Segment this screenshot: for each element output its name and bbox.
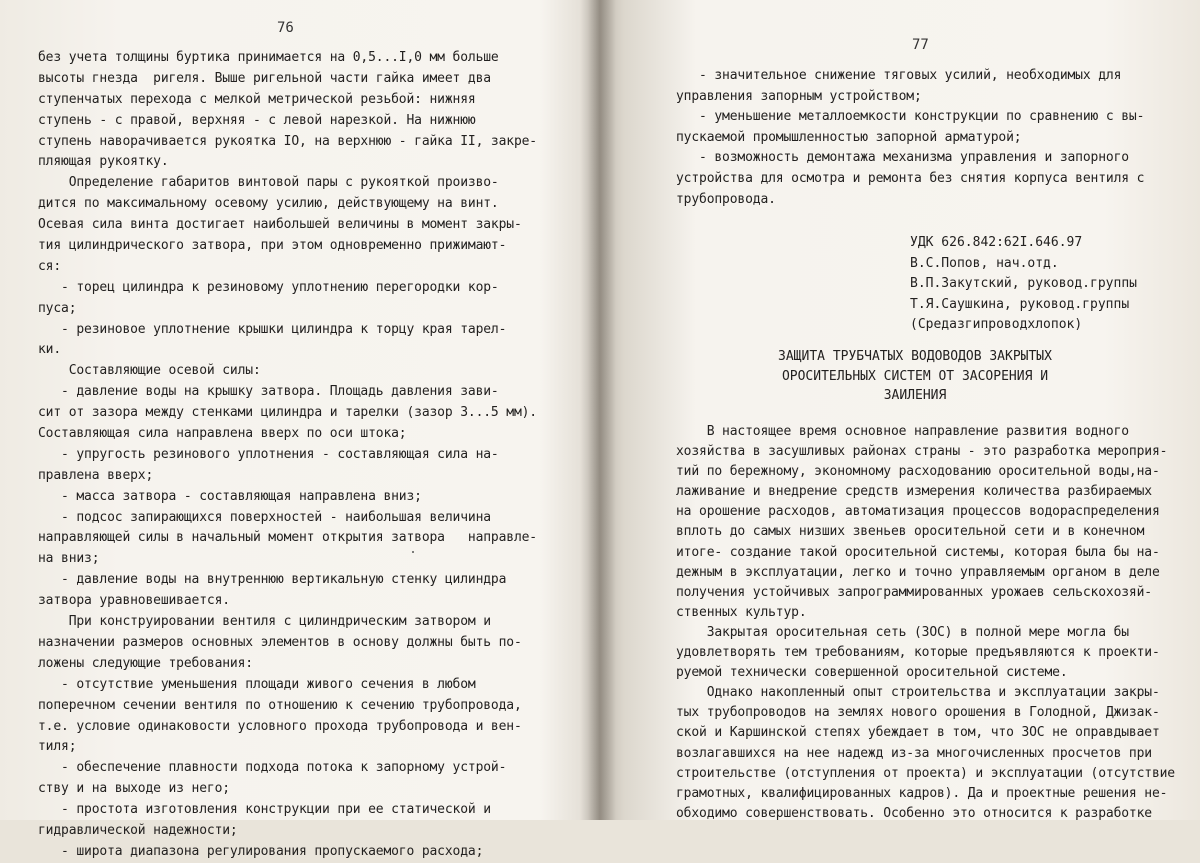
text-line: - обеспечение плавности подхода потока к запорному устрой- (38, 760, 507, 776)
text-line: на орошение расходов, автоматизация процессов водораспределения (676, 504, 1160, 520)
text-line: ступенчатых перехода с мелкой метрической резьбой: нижняя (38, 91, 476, 107)
text-line: Осевая сила винта достигает наибольшей величины в момент закры- (38, 217, 522, 233)
text-line: ской и Каршинской степях убеждает в том, что ЗОС не оправдывает (676, 725, 1160, 741)
text-line: - значительное снижение тяговых усилий, необходимых для (676, 68, 1122, 83)
text-line: Определение габаритов винтовой пары с рукояткой произво- (38, 175, 499, 191)
text-line: - упругость резинового уплотнения - составляющая сила на- (38, 446, 499, 462)
text-line: итоге- создание такой оросительной системы, которая была бы на- (676, 544, 1160, 560)
text-line: - подсос запирающихся поверхностей - наибольшая величина (38, 509, 491, 525)
text-line: пляющая рукоятку. (38, 154, 169, 170)
text-line: пуса; (38, 300, 77, 316)
article-byline (910, 233, 1137, 336)
text-line: сит от зазора между стенками цилиндра и тарелки (зазор 3...5 мм). (38, 405, 537, 421)
text-line: удовлетворять тем требованиям, которые предъявляются к проекти- (676, 645, 1160, 661)
text-line: - резиновое уплотнение крышки цилиндра к торцу края тарел- (38, 321, 507, 337)
text-line: т.е. условие одинаковости условного прохода трубопровода и вен- (38, 718, 522, 734)
text-line: - простота изготовления конструкции при ее статической и (38, 802, 491, 818)
text-line: ступень - с правой, верхняя - с левой нарезкой. На нижнюю (38, 112, 476, 128)
title-line: ЗАИЛЕНИЯ (883, 388, 947, 403)
title-line: ОРОСИТЕЛЬНЫХ СИСТЕМ ОТ ЗАСОРЕНИЯ И (781, 368, 1049, 384)
title-line: ЗАЩИТА ТРУБЧАТЫХ ВОДОВОДОВ ЗАКРЫТЫХ (778, 349, 1052, 364)
text-line: хозяйства в засушливых районах страны - это разработка мероприя- (676, 444, 1168, 460)
text-line: - отсутствие уменьшения площади живого сечения в любом (38, 676, 476, 692)
text-line: ся: (38, 258, 62, 274)
text-line: тых трубопроводов на землях нового орошения в Голодной, Джизак- (676, 705, 1160, 721)
text-line: - возможность демонтажа механизма управления и запорного (676, 150, 1129, 166)
left-page (0, 0, 585, 859)
text-line: лаживание и внедрение средств измерения количества разбираемых (676, 484, 1152, 500)
page-number-right: 77 (912, 37, 929, 53)
byline-line: (Средазгипроводхлопок) (910, 317, 1083, 332)
text-line: ступень наворачивается рукоятка IO, на верхнюю - гайка II, закре- (38, 133, 537, 149)
text-line: высоты гнезда ригеля. Выше ригельной части гайка имеет два (38, 70, 491, 86)
text-line: без учета толщины буртика принимается на 0,5...I,0 мм больше (38, 50, 499, 65)
text-line: получения устойчивых запрограммированных урожаев сельскохозяй- (676, 584, 1152, 600)
byline-line: В.С.Попов, нач.отд. (910, 255, 1059, 271)
text-line: вплоть до самых низших звеньев оросительной сети и в конечном (676, 524, 1145, 540)
text-line: тий по бережному, экономному расходованию оросительной воды,на- (676, 464, 1160, 480)
ink-speck (412, 551, 414, 553)
text-line: - давление воды на внутреннюю вертикальную стенку цилиндра (38, 572, 507, 588)
right-page-intro-text (676, 66, 1200, 210)
text-line: правлена вверх; (38, 467, 154, 483)
text-line: Однако накопленный опыт строительства и эксплуатации закры- (676, 685, 1160, 701)
byline-line: УДК 626.842:62I.646.97 (910, 235, 1083, 250)
text-line: затвора уравновешивается. (38, 593, 230, 609)
text-line: обходимо совершенствовать. Особенно это относится к разработке (676, 805, 1152, 821)
text-line: тиля; (38, 739, 77, 755)
text-line: поперечном сечении вентиля по отношению к сечению трубопровода, (38, 697, 522, 713)
byline-line: В.П.Закутский, руковод.группы (910, 276, 1137, 291)
text-line: ственных культур. (676, 604, 807, 620)
text-line: Составляющие осевой силы: (38, 363, 261, 379)
text-line: возлагавшихся на нее надежд из-за многочисленных просчетов при (676, 745, 1152, 761)
text-line: дежным в эксплуатации, легко и точно управляемым органом в деле (676, 564, 1160, 580)
text-line: устройства для осмотра и ремонта без снятия корпуса вентиля с (676, 170, 1145, 186)
text-line: строительстве (отступления от проекта) и эксплуатации (отсутствие (676, 765, 1175, 781)
text-line: ложены следующие требования: (38, 655, 253, 671)
right-page (610, 0, 1200, 820)
text-line: трубопровода. (676, 191, 776, 207)
text-line: назначении размеров основных элементов в основу должны быть по- (38, 634, 522, 650)
text-line: управления запорным устройством; (676, 88, 922, 104)
text-line: ки. (38, 342, 62, 358)
text-line: - масса затвора - составляющая направлена вниз; (38, 488, 422, 504)
text-line: - торец цилиндра к резиновому уплотнению перегородки кор- (38, 279, 499, 295)
text-line: на вниз; (38, 551, 100, 567)
byline-line: Т.Я.Саушкина, руковод.группы (910, 296, 1130, 312)
text-line: - широта диапазона регулирования пропускаемого расхода; (38, 843, 484, 859)
text-line: грамотных, квалифицированных кадров). Да и проектные решения не- (676, 785, 1168, 801)
text-line: Составляющая сила направлена вверх по оси штока; (38, 426, 407, 442)
text-line: ству и на выходе из него; (38, 781, 230, 797)
text-line: дится по максимальному осевому усилию, действующему на винт. (38, 196, 499, 212)
text-line: тия цилиндрического затвора, при этом одновременно прижимают- (38, 238, 507, 254)
left-page-text (38, 48, 573, 863)
text-line: В настоящее время основное направление развития водного (676, 424, 1129, 439)
article-body-text (676, 422, 1200, 824)
page-number-left: 76 (277, 20, 294, 36)
text-line: гидравлической надежности; (38, 822, 238, 838)
text-line: При конструировании вентиля с цилиндрическим затвором и (38, 614, 491, 630)
text-line: пускаемой промышленностью запорной арматурой; (676, 129, 1022, 145)
text-line: руемой технически совершенной оросительной системе. (676, 665, 1068, 681)
text-line: - уменьшение металлоемкости конструкции по сравнению с вы- (676, 109, 1145, 125)
text-line: - давление воды на крышку затвора. Площадь давления зави- (38, 384, 499, 400)
article-title (750, 347, 1080, 406)
text-line: Закрытая оросительная сеть (ЗОС) в полной мере могла бы (676, 624, 1129, 640)
text-line: направляющей силы в начальный момент открытия затвора направле- (38, 530, 537, 546)
